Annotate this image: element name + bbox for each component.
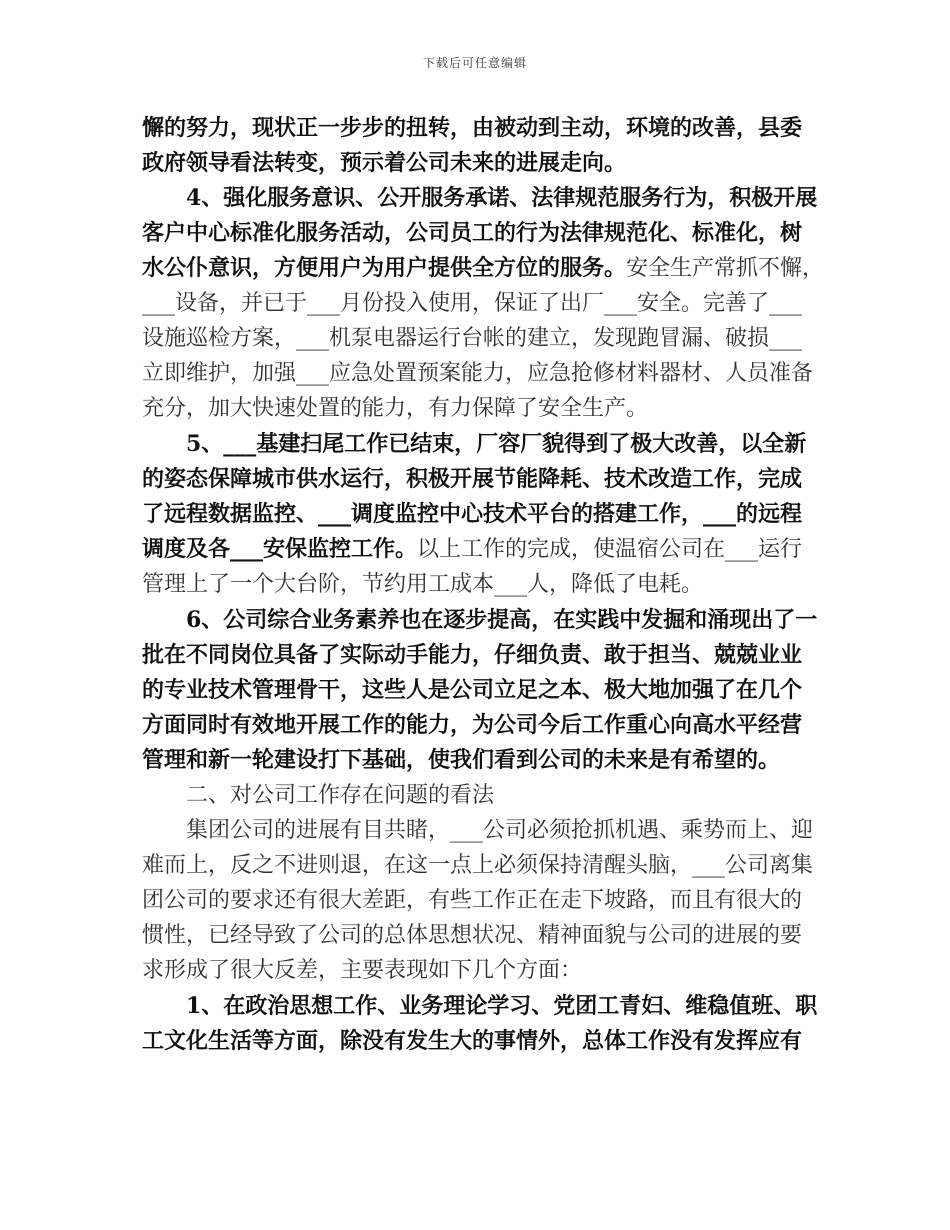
- text-line: [142, 320, 802, 356]
- line-bold-text: 的姿态保障城市供水运行，积极开展节能降耗、技术改造工作，完成: [142, 466, 803, 492]
- text-line: [142, 566, 703, 602]
- text-line: [186, 426, 806, 462]
- line-regular-text: 以上工作的完成，使温宿公司在___运行: [417, 537, 803, 562]
- text-line: [142, 531, 802, 567]
- line-bold-text: 批在不同岗位具备了实际动手能力，仔细负责、敢于担当、兢兢业业: [142, 642, 803, 668]
- line-bold-text: 4、强化服务意识、公开服务承诺、法律规范服务行为，积极开展: [186, 185, 818, 211]
- line-regular-text: 团公司的要求还有很大差距，有些工作正在走下坡路，而且有很大的: [142, 888, 803, 913]
- line-bold-text: 管理和新一轮建设打下基础，使我们看到公司的未来是有希望的。: [142, 747, 781, 773]
- line-regular-text: 管理上了一个大台阶，节约用工成本___人，降低了电耗。: [142, 572, 704, 597]
- line-bold-text: 懈的努力，现状正一步步的扭转，由被动到主动，环境的改善，县委: [142, 115, 803, 141]
- text-line: [142, 847, 813, 883]
- line-bold-text: 客户中心标准化服务活动，公司员工的行为法律规范化、标准化，树: [142, 220, 803, 246]
- line-bold-text: 的专业技术管理骨干，这些人是公司立足之本、极大地加强了在几个: [142, 677, 803, 703]
- text-line: [142, 707, 802, 743]
- text-line: [186, 602, 817, 638]
- line-regular-text: 惯性，已经导致了公司的总体思想状况、精神面貌与公司的进展的要: [142, 923, 803, 948]
- text-line: [142, 215, 802, 251]
- line-bold-text: 方面同时有效地开展工作的能力，为公司今后工作重心向高水平经营: [142, 712, 803, 738]
- text-line: [142, 496, 802, 532]
- text-line: [142, 145, 626, 181]
- line-bold-text: 工文化生活等方面，除没有发生大的事情外，总体工作没有发挥应有: [142, 1028, 803, 1054]
- text-line: [186, 180, 817, 216]
- text-line: [186, 988, 817, 1024]
- text-line: [142, 1023, 802, 1059]
- text-line: [142, 285, 802, 321]
- line-bold-text: 5、___基建扫尾工作已结束，厂容厂貌得到了极大改善，以全新: [186, 431, 807, 457]
- text-line: [186, 812, 813, 848]
- text-line: [142, 461, 802, 497]
- line-bold-text: 了远程数据监控、___调度监控中心技术平台的搭建工作，___的远程: [142, 501, 803, 527]
- text-line: [142, 110, 802, 146]
- line-bold-text: 6、公司综合业务素养也在逐步提高，在实践中发掘和涌现出了一: [186, 607, 818, 633]
- text-line: [142, 637, 802, 673]
- line-regular-text: 求形成了很大反差，主要表现如下几个方面：: [142, 958, 583, 983]
- line-regular-text: 集团公司的进展有目共睹，___公司必须抢抓机遇、乘势而上、迎: [186, 818, 814, 843]
- section-heading: [186, 777, 494, 813]
- line-regular-text: 充分，加大快速处置的能力，有力保障了安全生产。: [142, 396, 649, 421]
- line-bold-text: 1、在政治思想工作、业务理论学习、党团工青妇、维稳值班、职: [186, 993, 818, 1019]
- text-line: [142, 250, 824, 286]
- line-bold-text: 调度及各___安保监控工作。: [142, 536, 418, 562]
- line-regular-text: 二、对公司工作存在问题的看法: [186, 783, 495, 808]
- line-bold-text: 政府领导看法转变，预示着公司未来的进展走向。: [142, 150, 627, 176]
- line-regular-text: ___设备，并已于___月份投入使用，保证了出厂___安全。完善了___: [142, 291, 803, 316]
- line-regular-text: 难而上，反之不进则退，在这一点上必须保持清醒头脑，___公司离集: [142, 853, 814, 878]
- page-header-note: 下载后可任意编辑: [422, 56, 527, 70]
- text-line: [142, 390, 648, 426]
- line-bold-text: 水公仆意识，方便用户为用户提供全方位的服务。: [142, 255, 627, 281]
- text-line: [142, 672, 802, 708]
- text-line: [142, 952, 582, 988]
- text-line: [142, 742, 780, 778]
- line-regular-text: 设施巡检方案，___机泵电器运行台帐的建立，发现跑冒漏、破损___: [142, 326, 803, 351]
- text-line: [142, 882, 802, 918]
- line-regular-text: 立即维护，加强___应急处置预案能力，应急抢修材料器材、人员准备: [142, 361, 814, 386]
- text-line: [142, 917, 802, 953]
- line-regular-text: 安全生产常抓不懈，: [626, 256, 825, 281]
- text-line: [142, 355, 813, 391]
